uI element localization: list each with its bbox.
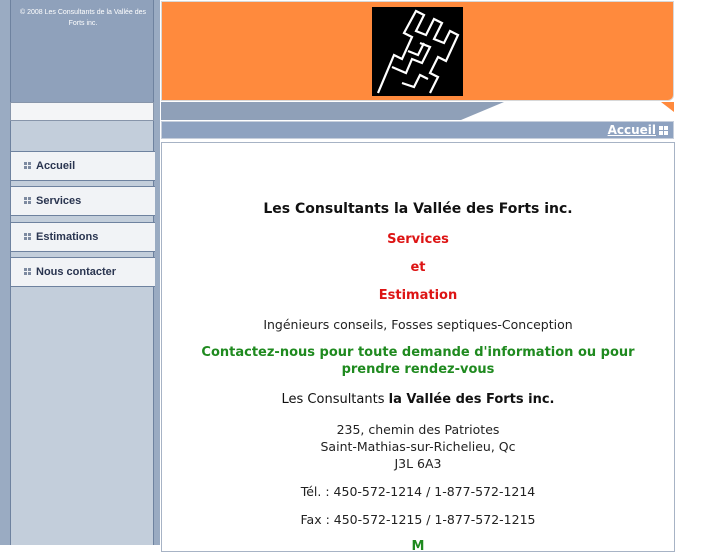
stripe-swoosh-icon: [161, 102, 674, 120]
cut-off-text: M: [411, 539, 425, 554]
sidebar-item-services[interactable]: [11, 186, 155, 216]
grid-bullet-icon: [24, 268, 32, 276]
copyright-text: © 2008 Les Consultants de la Vallée des Forts inc.: [19, 9, 147, 27]
address-line-2: Saint-Mathias-sur-Richelieu, Qc: [320, 439, 516, 454]
grid-bullet-icon: [659, 126, 668, 135]
sidebar-header: [10, 0, 154, 102]
sidebar-item-nous-contacter[interactable]: [11, 257, 155, 287]
page-title: Les Consultants la Vallée des Forts inc.: [263, 201, 573, 217]
sidebar-item-label: Accueil: [36, 160, 76, 172]
tagline: Ingénieurs conseils, Fosses septiques-Conception: [263, 317, 573, 332]
contact-call-to-action: Contactez-nous pour toute demande d'information ou pour prendre rendez-vous: [201, 345, 635, 377]
sidebar: [0, 0, 160, 545]
main-content: [161, 142, 675, 552]
sidebar-item-accueil[interactable]: [11, 151, 155, 181]
grid-bullet-icon: [24, 197, 32, 205]
breadcrumb-bar: [161, 121, 674, 139]
sidebar-spacer: [10, 121, 154, 151]
grid-bullet-icon: [24, 162, 32, 170]
sidebar-item-label: Nous contacter: [36, 266, 117, 278]
company-name: [162, 392, 674, 407]
address-line-1: 235, chemin des Patriotes: [336, 422, 500, 437]
red-heading-services: Services: [387, 232, 449, 247]
company-name-bold: la Vallée des Forts inc.: [388, 392, 555, 407]
sidebar-item-label: Services: [36, 195, 82, 207]
sidebar-divider-bar: [10, 102, 154, 121]
breadcrumb-link-accueil[interactable]: Accueil: [607, 123, 656, 137]
sidebar-item-label: Estimations: [36, 231, 99, 243]
red-heading-estimation: Estimation: [378, 288, 458, 303]
logo-knot-icon: [372, 7, 463, 96]
header-stripe: [161, 102, 674, 120]
company-logo: [372, 7, 463, 96]
fax-number: Fax : 450-572-1215 / 1-877-572-1215: [300, 512, 536, 527]
company-name-prefix: Les Consultants: [281, 392, 385, 407]
phone-number: Tél. : 450-572-1214 / 1-877-572-1214: [300, 484, 536, 499]
address-line-3: J3L 6A3: [394, 456, 442, 471]
grid-bullet-icon: [24, 233, 32, 241]
sidebar-item-estimations[interactable]: [11, 222, 155, 252]
red-heading-et: et: [410, 260, 426, 275]
header-banner: [161, 1, 674, 101]
sidebar-nav: [10, 151, 154, 545]
